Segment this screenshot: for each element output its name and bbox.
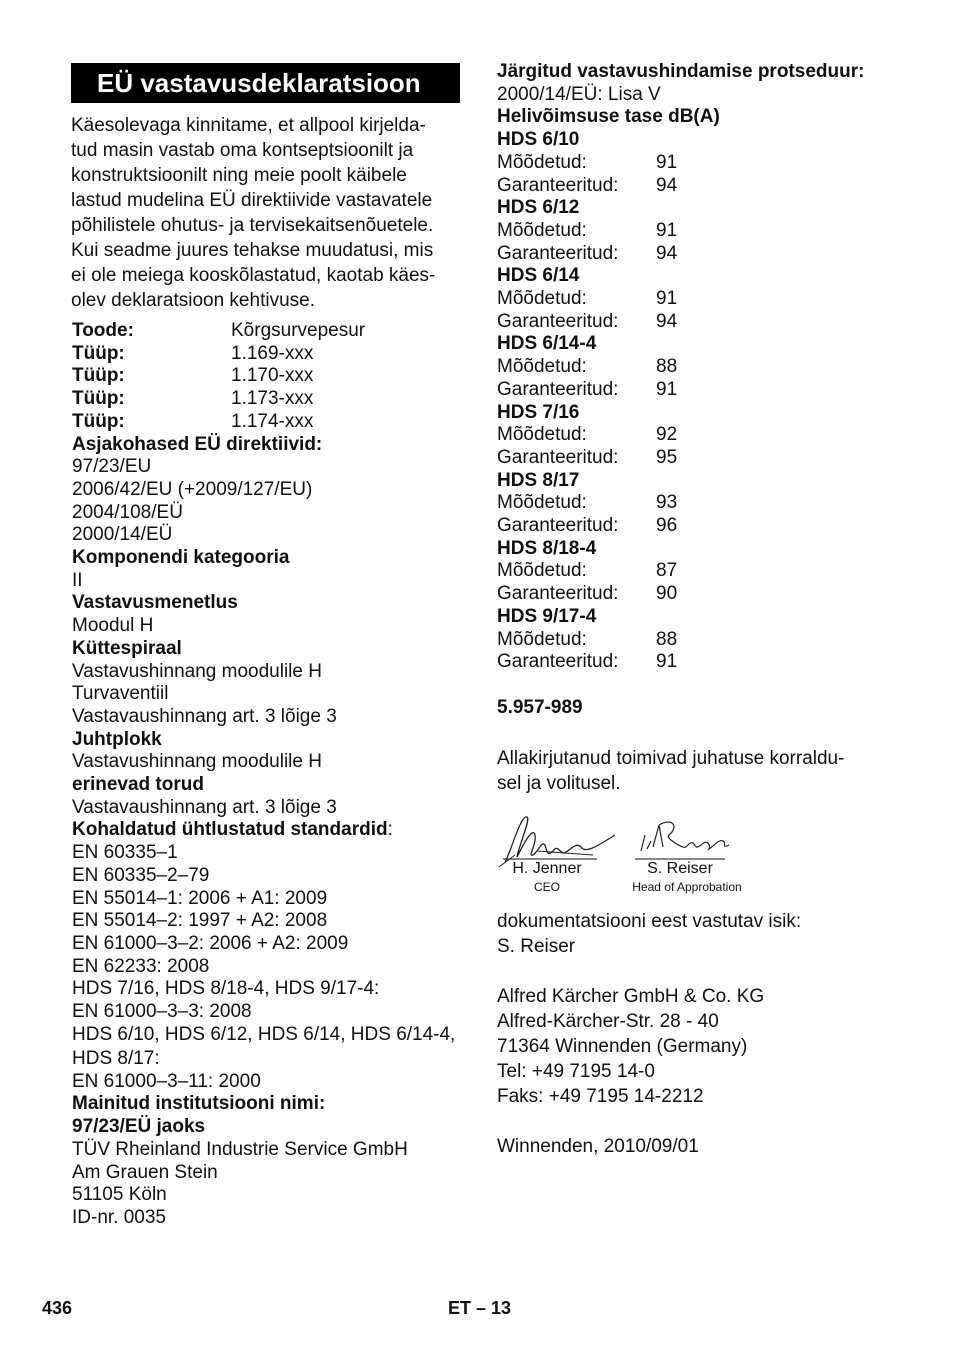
jenner-signature xyxy=(505,817,615,863)
measured-value: 91 xyxy=(656,151,678,173)
measured-row xyxy=(497,220,917,243)
standard-item: HDS 8/17: xyxy=(72,1048,160,1069)
guaranteed-value: 90 xyxy=(656,583,678,605)
measured-label: Mõõdetud: xyxy=(497,151,587,173)
standard-item: EN 55014–1: 2006 + A1: 2009 xyxy=(72,887,328,909)
guaranteed-value: 94 xyxy=(656,242,678,264)
measured-label: Mõõdetud: xyxy=(497,424,587,446)
standard-item: EN 62233: 2008 xyxy=(72,955,210,977)
guaranteed-row xyxy=(497,243,917,266)
heating-coil-heading: Küttespiraal xyxy=(72,637,182,659)
model-name: HDS 6/12 xyxy=(497,197,580,219)
responsible-name: S. Reiser xyxy=(497,936,576,957)
guaranteed-value: 95 xyxy=(656,446,678,468)
company-line: Tel: +49 7195 14-0 xyxy=(497,1061,655,1082)
notified-body-heading: Mainitud institutsiooni nimi: xyxy=(72,1093,326,1115)
type-value: 1.173-xxx xyxy=(231,388,314,410)
title-bar xyxy=(71,63,460,103)
guaranteed-label: Garanteeritud: xyxy=(497,310,619,332)
intro-line: olev deklaratsioon kehtivuse. xyxy=(71,290,315,311)
procedure-value: Moodul H xyxy=(72,615,154,637)
guaranteed-label: Garanteeritud: xyxy=(497,242,619,264)
intro-line: ei ole meiega kooskõlastatud, kaotab käes- xyxy=(71,265,436,286)
intro-line: tud masin vastab oma kontseptsioonilt ja xyxy=(71,140,414,161)
standards-colon: : xyxy=(387,819,393,841)
measured-row xyxy=(497,288,917,311)
guaranteed-label: Garanteeritud: xyxy=(497,651,619,673)
reiser-signature xyxy=(641,822,729,851)
standard-item: EN 60335–1 xyxy=(72,842,178,864)
authorization-text xyxy=(497,746,917,796)
notified-body-subheading: 97/23/EÜ jaoks xyxy=(72,1116,206,1138)
responsible-label: dokumentatsiooni eest vastutav isik: xyxy=(497,911,802,932)
guaranteed-label: Garanteeritud: xyxy=(497,515,619,537)
reiser-name: S. Reiser xyxy=(647,860,713,877)
standards-heading: Kohaldatud ühtlustatud standardid xyxy=(72,819,388,841)
procedure-heading: Vastavusmenetlus xyxy=(72,592,238,614)
intro-paragraph xyxy=(71,113,466,313)
company-line: Alfred-Kärcher-Str. 28 - 40 xyxy=(497,1011,719,1032)
standards-heading-row xyxy=(72,819,492,842)
model-name: HDS 6/10 xyxy=(497,129,580,151)
standard-item: HDS 6/10, HDS 6/12, HDS 6/14, HDS 6/14-4, xyxy=(72,1023,456,1045)
guaranteed-row xyxy=(497,447,917,470)
responsible-block xyxy=(497,909,801,1159)
guaranteed-value: 94 xyxy=(656,174,678,196)
standard-item: EN 61000–3–3: 2008 xyxy=(72,1001,252,1023)
measured-row xyxy=(497,424,917,447)
type-label: Tüüp: xyxy=(72,410,125,432)
measured-row xyxy=(497,152,917,175)
declaration-details xyxy=(72,320,492,1230)
measured-row xyxy=(497,492,917,515)
guaranteed-label: Garanteeritud: xyxy=(497,583,619,605)
directive-item: 2004/108/EÜ xyxy=(72,501,183,523)
guaranteed-row xyxy=(497,583,917,606)
pipes-heading: erinevad torud xyxy=(72,774,204,796)
model-name: HDS 8/17 xyxy=(497,469,580,491)
pipes-value: Vastavaushinnang art. 3 lõige 3 xyxy=(72,796,337,818)
measured-row xyxy=(497,356,917,379)
measured-label: Mõõdetud: xyxy=(497,219,587,241)
company-line: Alfred Kärcher GmbH & Co. KG xyxy=(497,986,765,1007)
model-name: HDS 6/14-4 xyxy=(497,333,597,355)
measured-label: Mõõdetud: xyxy=(497,560,587,582)
type-label: Tüüp: xyxy=(72,365,125,387)
model-name: HDS 7/16 xyxy=(497,401,580,423)
measured-value: 92 xyxy=(656,424,678,446)
measured-row xyxy=(497,560,917,583)
guaranteed-row xyxy=(497,175,917,198)
standard-item: EN 61000–3–2: 2006 + A2: 2009 xyxy=(72,932,349,954)
guaranteed-row xyxy=(497,311,917,334)
signature-block xyxy=(497,805,787,900)
measured-label: Mõõdetud: xyxy=(497,628,587,650)
safety-valve-value: Vastavaushinnang art. 3 lõige 3 xyxy=(72,705,337,727)
measured-label: Mõõdetud: xyxy=(497,288,587,310)
measured-value: 88 xyxy=(656,356,678,378)
page-title: EÜ vastavusdeklaratsioon xyxy=(97,68,421,98)
standard-item: EN 55014–2: 1997 + A2: 2008 xyxy=(72,910,328,932)
safety-valve-heading: Turvaventiil xyxy=(72,683,169,705)
type-value: 1.169-xxx xyxy=(231,342,314,364)
guaranteed-label: Garanteeritud: xyxy=(497,174,619,196)
measured-label: Mõõdetud: xyxy=(497,356,587,378)
component-value: II xyxy=(72,569,83,591)
jenner-role: CEO xyxy=(533,880,561,894)
intro-line: põhilistele ohutus- ja tervisekaitsenõuetele. xyxy=(71,215,434,236)
guaranteed-value: 91 xyxy=(656,378,678,400)
guaranteed-value: 91 xyxy=(656,651,678,673)
heating-coil-value: Vastavushinnang moodulile H xyxy=(72,660,322,682)
signatures-graphic xyxy=(497,805,787,900)
measured-value: 91 xyxy=(656,219,678,241)
guaranteed-value: 96 xyxy=(656,515,678,537)
guaranteed-row xyxy=(497,515,917,538)
notified-body-line: ID-nr. 0035 xyxy=(72,1206,166,1228)
measured-value: 91 xyxy=(656,288,678,310)
measured-value: 93 xyxy=(656,492,678,514)
type-value: 1.174-xxx xyxy=(231,410,314,432)
directive-item: 97/23/EU xyxy=(72,456,152,478)
model-name: HDS 6/14 xyxy=(497,265,580,287)
measured-label: Mõõdetud: xyxy=(497,492,587,514)
type-row xyxy=(72,365,492,388)
reiser-role: Head of Approbation xyxy=(632,880,742,894)
company-line: Faks: +49 7195 14-2212 xyxy=(497,1086,704,1107)
model-name: HDS 8/18-4 xyxy=(497,537,597,559)
measured-value: 88 xyxy=(656,628,678,650)
product-row xyxy=(72,320,492,343)
type-row xyxy=(72,343,492,366)
assessment-value: 2000/14/EÜ: Lisa V xyxy=(497,83,661,105)
page-number: 436 xyxy=(42,1298,73,1318)
type-row xyxy=(72,411,492,434)
company-line: 71364 Winnenden (Germany) xyxy=(497,1036,748,1057)
document-number: 5.957-989 xyxy=(497,696,583,718)
product-label: Toode: xyxy=(72,320,134,341)
right-column xyxy=(497,61,917,796)
jenner-name: H. Jenner xyxy=(512,860,582,877)
sound-power-table xyxy=(497,129,917,674)
type-value: 1.170-xxx xyxy=(231,365,314,387)
type-label: Tüüp: xyxy=(72,388,125,410)
type-row xyxy=(72,388,492,411)
intro-line: lastud mudelina EÜ direktiivide vastavatele xyxy=(71,190,433,211)
intro-line: Käesolevaga kinnitame, et allpool kirjelda- xyxy=(71,115,426,136)
intro-line: Kui seadme juures tehakse muudatusi, mis xyxy=(71,240,434,261)
section-page-label: ET – 13 xyxy=(448,1298,512,1318)
notified-body-line: 51105 Köln xyxy=(72,1184,167,1206)
model-name: HDS 9/17-4 xyxy=(497,605,597,627)
control-block-value: Vastavushinnang moodulile H xyxy=(72,751,322,773)
standard-item: HDS 7/16, HDS 8/18-4, HDS 9/17-4: xyxy=(72,978,380,1000)
measured-value: 87 xyxy=(656,560,678,582)
product-value: Kõrgsurvepesur xyxy=(231,320,366,341)
directive-item: 2006/42/EU (+2009/127/EU) xyxy=(72,478,313,500)
guaranteed-row xyxy=(497,379,917,402)
standard-item: EN 60335–2–79 xyxy=(72,864,210,886)
sound-power-heading: Helivõimsuse tase dB(A) xyxy=(497,106,720,128)
control-block-heading: Juhtplokk xyxy=(72,728,162,750)
guaranteed-row xyxy=(497,651,917,674)
intro-line: konstruktsioonilt ning meie poolt käibele xyxy=(71,165,407,186)
guaranteed-value: 94 xyxy=(656,310,678,332)
measured-row xyxy=(497,629,917,652)
authorization-line: Allakirjutanud toimivad juhatuse korraldu- xyxy=(497,748,845,770)
notified-body-line: Am Grauen Stein xyxy=(72,1161,218,1183)
directives-heading: Asjakohased EÜ direktiivid: xyxy=(72,433,323,455)
guaranteed-label: Garanteeritud: xyxy=(497,446,619,468)
place-date: Winnenden, 2010/09/01 xyxy=(497,1136,699,1157)
authorization-line: sel ja volitusel. xyxy=(497,773,621,795)
type-label: Tüüp: xyxy=(72,342,125,364)
assessment-heading: Järgitud vastavushindamise protseduur: xyxy=(497,61,865,82)
guaranteed-label: Garanteeritud: xyxy=(497,378,619,400)
component-heading: Komponendi kategooria xyxy=(72,547,290,569)
standard-item: EN 61000–3–11: 2000 xyxy=(72,1070,261,1092)
directive-item: 2000/14/EÜ xyxy=(72,524,173,546)
notified-body-line: TÜV Rheinland Industrie Service GmbH xyxy=(72,1138,408,1160)
